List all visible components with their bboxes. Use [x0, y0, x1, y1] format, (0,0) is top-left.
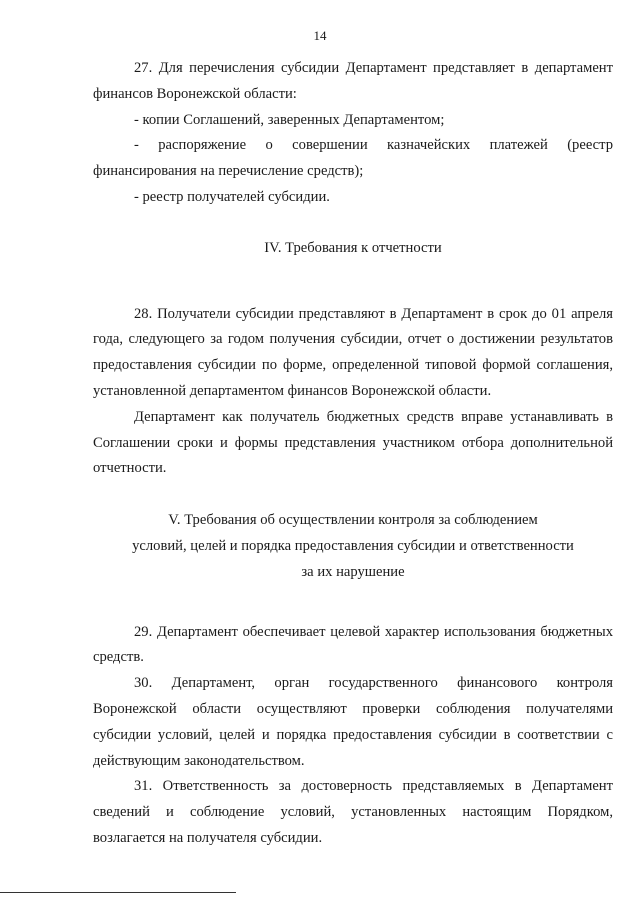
page-number: 14 — [313, 28, 327, 43]
footer-rule — [0, 892, 236, 893]
section-5-title-line-3: за их нарушение — [301, 563, 405, 580]
list-item-copies: - копии Соглашений, заверенных Департаментом; — [134, 111, 445, 128]
section-4-title: IV. Требования к отчетности — [264, 239, 442, 256]
section-5-title-line-1: V. Требования об осуществлении контроля за соблюдением — [168, 512, 538, 529]
list-item-order-line-1: - распоряжение о совершении казначейских платежей (реестр — [134, 137, 613, 154]
paragraph-27-line-1: 27. Для перечисления субсидии Департамент представляет в департамент — [134, 60, 613, 76]
section-5-title-line-2: условий, целей и порядка предоставления субсидии и ответственности — [132, 537, 574, 554]
paragraph-28-2: Департамент как получатель бюджетных средств вправе устанавливать в Соглашении сроки и формы представления участником отбора дополнительной отчетности. — [93, 408, 613, 477]
list-item-registry: - реестр получателей субсидии. — [134, 188, 330, 205]
paragraph-29: 29. Департамент обеспечивает целевой характер использования бюджетных средств. — [93, 623, 613, 666]
paragraph-27 — [93, 56, 613, 211]
paragraph-30: 30. Департамент, орган государственного финансового контроля Воронежской области осуществляют проверки соблюдения получателями субсидии условий, целей и порядка предоставления субсидии в соответствии с действующим законодательством. — [93, 675, 613, 769]
paragraph-31: 31. Ответственность за достоверность представляемых в Департамент сведений и соблюдение условий, установленных настоящим Порядком, возлагается на получателя субсидии. — [93, 778, 613, 846]
list-item-order-line-2: финансирования на перечисление средств); — [93, 163, 364, 180]
paragraph-28: 28. Получатели субсидии представляют в Департамент в срок до 01 апреля года, следующего за годом получения субсидии, отчет о достижении результатов предоставления субсидии по форме, определенной типовой формой соглашения, установленной департаментом финансов Воронежской области. — [93, 305, 613, 399]
paragraph-27-line-2: финансов Воронежской области: — [93, 85, 297, 102]
document-body — [93, 56, 613, 852]
section-5-title — [93, 508, 613, 585]
